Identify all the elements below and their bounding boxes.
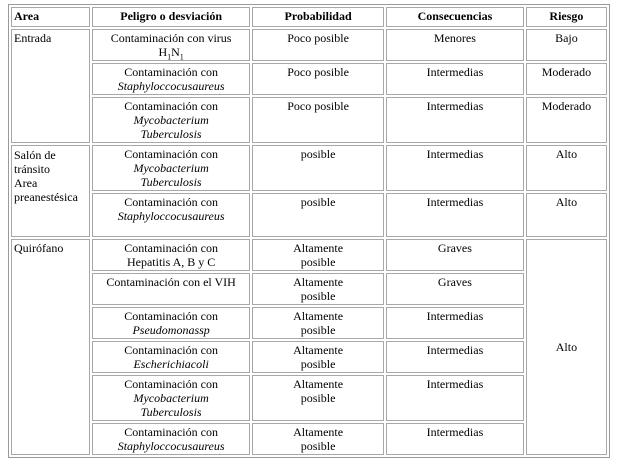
peligro-cell: Contaminación con Hepatitis A, B y C [92,239,250,271]
table-row [11,63,607,95]
riesgo-cell: Bajo [526,29,607,61]
consecuencias-cell: Intermedias [386,341,524,373]
consecuencias-cell: Intermedias [386,307,524,339]
table-row [11,341,607,373]
riesgo-cell: Moderado [526,63,607,95]
peligro-cell: Contaminación con Mycobacterium Tuberculosis [92,145,250,191]
peligro-cell: Contaminación con virus $H_1N_1$ [92,29,250,61]
peligro-cell: Contaminación con Staphyloccocusaureus [92,423,250,455]
probabilidad-cell: Altamente posible [252,273,384,305]
probabilidad-cell: Altamente posible [252,307,384,339]
probabilidad-cell: Altamente posible [252,423,384,455]
riesgo-cell: Alto [526,145,607,191]
probabilidad-cell: Poco posible [252,63,384,95]
riesgo-cell: Moderado [526,97,607,143]
area-salon-transito: Salón de tránsito Area preanestésica [11,145,90,237]
consecuencias-cell: Menores [386,29,524,61]
table-row [11,375,607,421]
risk-table [8,4,610,458]
peligro-cell: Contaminación con Mycobacterium Tuberculosis [92,375,250,421]
header-riesgo: Riesgo [526,7,607,27]
consecuencias-cell: Graves [386,273,524,305]
probabilidad-cell: Altamente posible [252,375,384,421]
area-quirofano: Quirófano [11,239,90,455]
consecuencias-cell: Intermedias [386,375,524,421]
consecuencias-cell: Intermedias [386,97,524,143]
peligro-cell: Contaminación con Staphyloccocusaureus [92,193,250,237]
header-peligro: Peligro o desviación [92,7,250,27]
peligro-cell: Contaminación con Pseudomonassp [92,307,250,339]
header-probabilidad: Probabilidad [252,7,384,27]
table-row [11,29,607,61]
area-entrada: Entrada [11,29,90,143]
riesgo-quirofano: Alto [526,239,607,455]
table-row [11,97,607,143]
consecuencias-cell: Intermedias [386,63,524,95]
header-area: Area [11,7,90,27]
consecuencias-cell: Graves [386,239,524,271]
probabilidad-cell: posible [252,145,384,191]
probabilidad-cell: Poco posible [252,29,384,61]
peligro-cell: Contaminación con Mycobacterium Tuberculosis [92,97,250,143]
table-row [11,423,607,455]
table-row [11,193,607,237]
table-row [11,145,607,191]
riesgo-cell: Alto [526,193,607,237]
table-row [11,239,607,271]
consecuencias-cell: Intermedias [386,423,524,455]
header-row [11,7,607,27]
header-consecuencias: Consecuencias [386,7,524,27]
consecuencias-cell: Intermedias [386,193,524,237]
consecuencias-cell: Intermedias [386,145,524,191]
peligro-cell: Contaminación con Escherichiacoli [92,341,250,373]
probabilidad-cell: Altamente posible [252,239,384,271]
probabilidad-cell: Poco posible [252,97,384,143]
table-row [11,307,607,339]
peligro-cell: Contaminación con Staphyloccocusaureus [92,63,250,95]
table-row [11,273,607,305]
peligro-cell: Contaminación con el VIH [92,273,250,305]
probabilidad-cell: Altamente posible [252,341,384,373]
probabilidad-cell: posible [252,193,384,237]
